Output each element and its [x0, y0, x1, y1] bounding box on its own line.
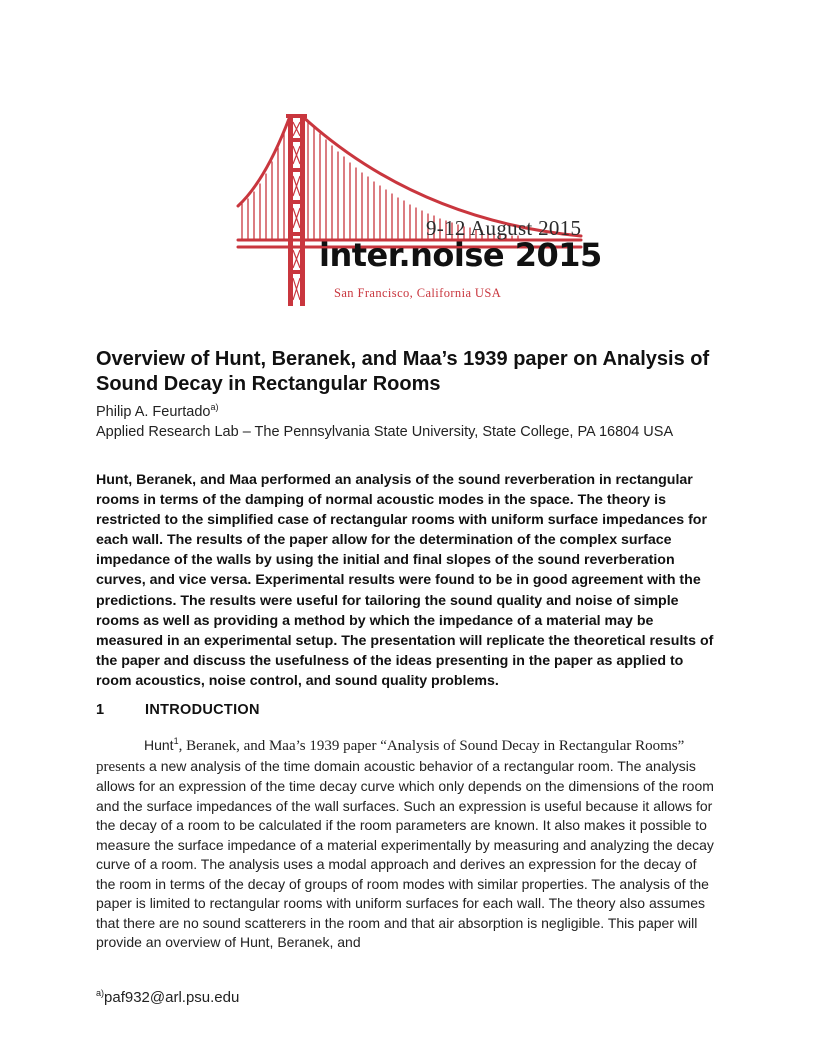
footnote	[96, 988, 239, 1006]
author-name: Philip A. Feurtado	[96, 404, 211, 420]
conference-brand: inter.noise 2015	[319, 236, 602, 274]
conference-location: San Francisco, California USA	[334, 286, 502, 300]
citation-marker: 1	[173, 736, 179, 746]
intro-serif-text: , Beranek, and Maa’s 1939 paper “Analysis of Sound Decay in Rectangular Rooms” presents	[96, 738, 685, 775]
section-heading: INTRODUCTION	[145, 702, 260, 718]
introduction-paragraph	[96, 732, 718, 953]
paper-title: Overview of Hunt, Beranek, and Maa’s 1939 paper on Analysis of Sound Decay in Rectangular Rooms	[96, 348, 710, 395]
conference-logo	[236, 110, 602, 310]
section-number: 1	[96, 702, 105, 718]
intro-body-text: a new analysis of the time domain acoustic behavior of a rectangular room. The analysis allows for an expression of the time decay curve which only depends on the dimensions of the room and the surface impedances of the wall surfaces. Such an expression is useful because it allows for the decay of a room to be calculated if the room parameters are known. It also makes it possible to measure the surface impedance of a material experimentally by measuring and analyzing the decay curve of a room. The analysis uses a modal approach and derives an expression for the decay of the room in terms of the decay of groups of room modes with similar properties. The analysis of the paper is limited to rectangular rooms with uniform surfaces for each wall. The theory also assumes that there are no sound scatterers in the room and that air absorption is negligible. This paper will provide an overview of Hunt, Beranek, and	[96, 757, 714, 950]
intro-cited-name: Hunt	[144, 737, 174, 753]
conference-dates: 9-12 August 2015	[426, 216, 582, 240]
abstract: Hunt, Beranek, and Maa performed an analysis of the sound reverberation in rectangular rooms in terms of the damping of normal acoustic modes in the space. The theory is restricted to the simplified case of rectangular rooms with uniform surface impedances for each wall. The results of the paper allow for the determination of the complex surface impedance of the walls by using the initial and final slopes of the sound reverberation curves, and vice versa. Experimental results were found to be in good agreement with the predictions. The results were useful for tailoring the sound quality and noise of simple rooms as well as providing a method by which the impedance of a material may be measured in an experimental setup. The presentation will replicate the theoretical results of the paper and discuss the usefulness of the ideas presenting in the paper as applied to room acoustics, noise control, and sound quality problems.	[96, 472, 714, 689]
author-footnote-marker: a)	[210, 402, 219, 412]
footnote-marker: a)	[96, 988, 105, 998]
author-line	[96, 402, 218, 420]
golden-gate-bridge-icon	[236, 110, 588, 310]
footnote-email: paf932@arl.psu.edu	[104, 989, 240, 1006]
affiliation: Applied Research Lab – The Pennsylvania State University, State College, PA 16804 USA	[96, 424, 674, 440]
